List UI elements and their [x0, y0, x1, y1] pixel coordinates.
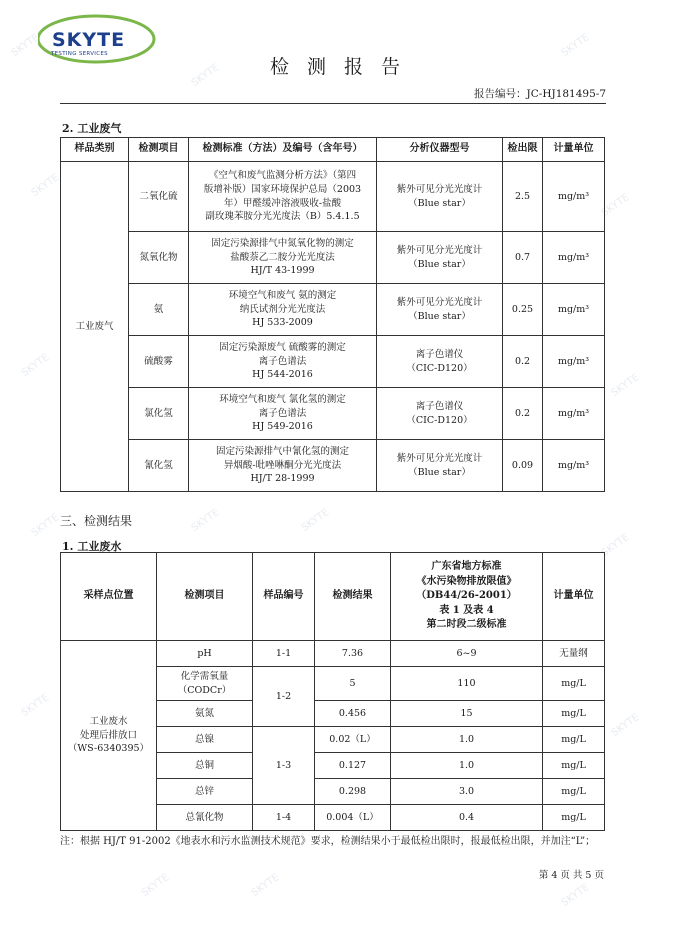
- footnote: 注：根据 HJ/T 91-2002《地表水和污水监测技术规范》要求，检测结果小于最低检出限时，报最低检出限，并加注“L”；: [60, 836, 596, 847]
- watermark-text: SKYTE: [19, 692, 52, 719]
- column-header: 分析仪器型号: [377, 138, 503, 162]
- watermark-text: SKYTE: [29, 512, 62, 539]
- column-header: 采样点位置: [61, 553, 157, 641]
- column-header: 检测标准（方法）及编号（含年号）: [189, 138, 377, 162]
- standard-cell: 环境空气和废气 氯化氢的测定 离子色谱法 HJ 549-2016: [189, 388, 377, 440]
- waste-water-results-table: [60, 552, 605, 831]
- column-header: 检测项目: [157, 553, 253, 641]
- page-number: 第 4 页 共 5 页: [538, 870, 604, 881]
- document-title: 检 测 报 告: [269, 56, 407, 78]
- table-row: [61, 336, 605, 388]
- standard-limit-cell: 6~9: [391, 641, 543, 667]
- unit-cell: mg/m³: [543, 284, 605, 336]
- instrument-cell: 离子色谱仪 （CIC-D120）: [377, 388, 503, 440]
- detection-limit-cell: 2.5: [503, 162, 543, 232]
- section-heading-waste-gas: 2. 工业废气: [62, 122, 122, 135]
- instrument-cell: 紫外可见分光光度计 （Blue star）: [377, 284, 503, 336]
- standard-limit-cell: 0.4: [391, 805, 543, 831]
- watermark-text: SKYTE: [9, 32, 42, 59]
- unit-cell: mg/m³: [543, 232, 605, 284]
- waste-gas-methods-table: [60, 137, 605, 492]
- logo-text: SKYTE: [52, 29, 126, 51]
- table-header-row: [61, 138, 605, 162]
- instrument-cell: 紫外可见分光光度计 （Blue star）: [377, 232, 503, 284]
- column-header: 计量单位: [543, 553, 605, 641]
- test-item-cell: 总锌: [157, 779, 253, 805]
- table-row: [61, 388, 605, 440]
- result-cell: 0.298: [315, 779, 391, 805]
- result-cell: 7.36: [315, 641, 391, 667]
- test-item-cell: 氯化氢: [129, 388, 189, 440]
- column-header: 检测项目: [129, 138, 189, 162]
- unit-cell: mg/m³: [543, 336, 605, 388]
- unit-cell: mg/L: [543, 701, 605, 727]
- column-header: 广东省地方标准 《水污染物排放限值》 （DB44/26-2001） 表 1 及表 4 第二时段二级标准: [391, 553, 543, 641]
- unit-cell: mg/m³: [543, 388, 605, 440]
- detection-limit-cell: 0.2: [503, 336, 543, 388]
- table-row: [61, 162, 605, 232]
- instrument-cell: 离子色谱仪 （CIC-D120）: [377, 336, 503, 388]
- unit-cell: mg/L: [543, 753, 605, 779]
- sample-number-cell: 1-4: [253, 805, 315, 831]
- test-item-cell: 氨: [129, 284, 189, 336]
- watermark-text: SKYTE: [189, 62, 222, 89]
- standard-cell: 固定污染源废气 硫酸雾的测定 离子色谱法 HJ 544-2016: [189, 336, 377, 388]
- standard-cell: 环境空气和废气 氨的测定 纳氏试剂分光光度法 HJ 533-2009: [189, 284, 377, 336]
- logo-subtitle: TESTING SERVICES: [51, 51, 108, 57]
- unit-cell: mg/L: [543, 805, 605, 831]
- result-cell: 0.127: [315, 753, 391, 779]
- result-cell: 5: [315, 667, 391, 701]
- column-header: 样品类别: [61, 138, 129, 162]
- standard-limit-cell: 110: [391, 667, 543, 701]
- watermark-text: SKYTE: [19, 352, 52, 379]
- watermark-text: SKYTE: [29, 172, 62, 199]
- watermark-text: SKYTE: [189, 507, 222, 534]
- result-cell: 0.02（L）: [315, 727, 391, 753]
- section-heading-waste-water: 1. 工业废水: [62, 540, 122, 553]
- sample-number-cell: 1-3: [253, 727, 315, 805]
- sample-number-cell: 1-1: [253, 641, 315, 667]
- watermark-text: SKYTE: [609, 372, 642, 399]
- detection-limit-cell: 0.2: [503, 388, 543, 440]
- header-divider: [60, 103, 606, 104]
- result-cell: 0.456: [315, 701, 391, 727]
- instrument-cell: 紫外可见分光光度计 （Blue star）: [377, 440, 503, 492]
- test-item-cell: 氰化氢: [129, 440, 189, 492]
- test-item-cell: 总铜: [157, 753, 253, 779]
- standard-limit-cell: 15: [391, 701, 543, 727]
- standard-limit-cell: 3.0: [391, 779, 543, 805]
- unit-cell: mg/m³: [543, 162, 605, 232]
- unit-cell: mg/L: [543, 727, 605, 753]
- standard-cell: 《空气和废气监测分析方法》（第四 版增补版）国家环境保护总局（2003 年）甲醛缓冲溶液吸收-盐酸 副玫瑰苯胺分光光度法（B）5.4.1.5: [189, 162, 377, 232]
- watermark-text: SKYTE: [559, 882, 592, 909]
- test-item-cell: 硫酸雾: [129, 336, 189, 388]
- standard-limit-cell: 1.0: [391, 727, 543, 753]
- test-item-cell: 二氧化硫: [129, 162, 189, 232]
- unit-cell: 无量纲: [543, 641, 605, 667]
- column-header: 检测结果: [315, 553, 391, 641]
- column-header: 样品编号: [253, 553, 315, 641]
- unit-cell: mg/L: [543, 667, 605, 701]
- result-cell: 0.004（L）: [315, 805, 391, 831]
- unit-cell: mg/L: [543, 779, 605, 805]
- watermark-text: SKYTE: [299, 507, 332, 534]
- column-header: 计量单位: [543, 138, 605, 162]
- test-item-cell: 氨氮: [157, 701, 253, 727]
- table-row: [61, 641, 605, 667]
- table-header-row: [61, 553, 605, 641]
- section-heading-results: 三、检测结果: [60, 514, 133, 528]
- standard-limit-cell: 1.0: [391, 753, 543, 779]
- detection-limit-cell: 0.25: [503, 284, 543, 336]
- watermark-text: SKYTE: [139, 872, 172, 899]
- report-number: 报告编号：JC-HJ181495-7: [474, 88, 606, 100]
- test-item-cell: 总氰化物: [157, 805, 253, 831]
- watermark-text: SKYTE: [609, 712, 642, 739]
- test-item-cell: pH: [157, 641, 253, 667]
- standard-cell: 固定污染源排气中氰化氢的测定 异烟酸-吡唑啉酮分光光度法 HJ/T 28-1999: [189, 440, 377, 492]
- table-row: [61, 440, 605, 492]
- test-item-cell: 化学需氧量 （CODCr）: [157, 667, 253, 701]
- table-row: [61, 284, 605, 336]
- table-row: [61, 232, 605, 284]
- watermark-text: SKYTE: [599, 192, 632, 219]
- watermark-text: SKYTE: [249, 872, 282, 899]
- watermark-text: SKYTE: [599, 532, 632, 559]
- column-header: 检出限: [503, 138, 543, 162]
- sample-number-cell: 1-2: [253, 667, 315, 727]
- sample-category-cell: 工业废气: [61, 162, 129, 492]
- test-item-cell: 氮氧化物: [129, 232, 189, 284]
- instrument-cell: 紫外可见分光光度计 （Blue star）: [377, 162, 503, 232]
- test-item-cell: 总镍: [157, 727, 253, 753]
- sampling-location-cell: 工业废水 处理后排放口 （WS-6340395）: [61, 641, 157, 831]
- watermark-text: SKYTE: [559, 32, 592, 59]
- unit-cell: mg/m³: [543, 440, 605, 492]
- detection-limit-cell: 0.7: [503, 232, 543, 284]
- detection-limit-cell: 0.09: [503, 440, 543, 492]
- standard-cell: 固定污染源排气中氮氧化物的测定 盐酸萘乙二胺分光光度法 HJ/T 43-1999: [189, 232, 377, 284]
